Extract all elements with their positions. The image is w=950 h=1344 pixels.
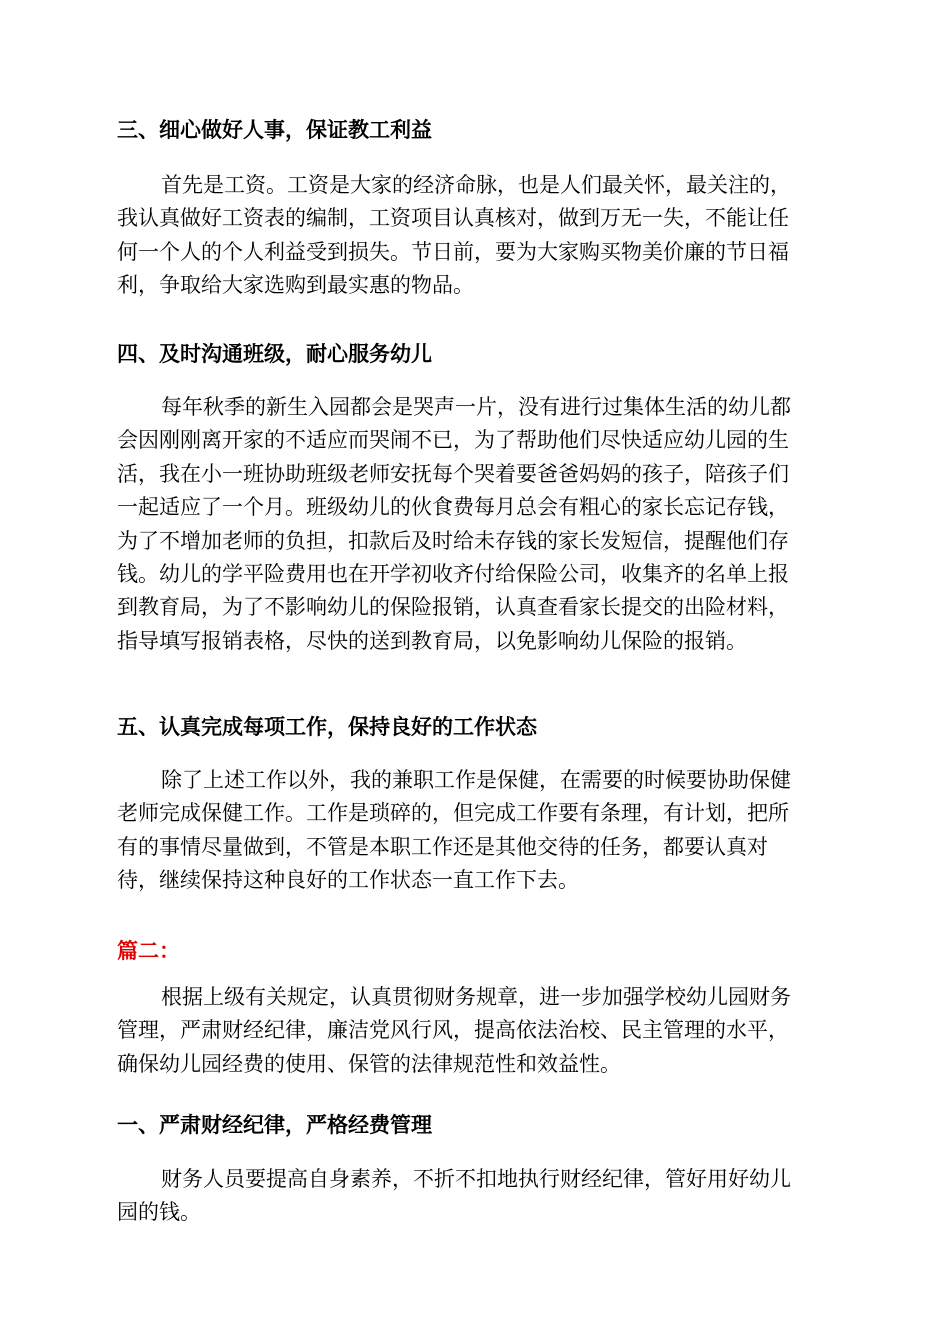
paragraph-line: 一起适应了一个月。班级幼儿的伙食费每月总会有粗心的家长忘记存钱，: [117, 495, 789, 520]
paragraph-line: 老师完成保健工作。工作是琐碎的，但完成工作要有条理，有计划，把所: [117, 801, 789, 826]
paragraph-line: 财务人员要提高自身素养，不折不扣地执行财经纪律，管好用好幼儿: [161, 1167, 791, 1191]
paragraph-line: 钱。幼儿的学平险费用也在开学初收齐付给保险公司，收集齐的名单上报: [117, 562, 789, 587]
section-heading-5: 五、认真完成每项工作，保持良好的工作状态: [117, 715, 537, 739]
paragraph-line: 会因刚刚离开家的不适应而哭闹不已，为了帮助他们尽快适应幼儿园的生: [117, 428, 789, 453]
paragraph-line: 每年秋季的新生入园都会是哭声一片，没有进行过集体生活的幼儿都: [161, 395, 791, 419]
paragraph-line: 管理，严肃财经纪律，廉洁党风行风，提高依法治校、民主管理的水平，: [117, 1018, 789, 1043]
paragraph-line: 指导填写报销表格，尽快的送到教育局，以免影响幼儿保险的报销。: [117, 628, 747, 653]
section-heading-3: 三、细心做好人事，保证教工利益: [117, 118, 432, 142]
section-heading-1: 一、严肃财经纪律，严格经费管理: [117, 1113, 432, 1137]
paragraph-salary: [117, 169, 835, 303]
paragraph-work-status: [117, 764, 835, 898]
paragraph-line: 何一个人的个人利益受到损失。节日前，要为大家购买物美价廉的节日福: [117, 239, 789, 264]
paragraph-finance-intro: [117, 981, 835, 1081]
paragraph-children-service: [117, 391, 835, 658]
paragraph-line: 到教育局，为了不影响幼儿的保险报销，认真查看家长提交的出险材料，: [117, 595, 789, 620]
section-heading-4: 四、及时沟通班级，耐心服务幼儿: [117, 342, 432, 366]
paragraph-line: 确保幼儿园经费的使用、保管的法律规范性和效益性。: [117, 1051, 621, 1076]
paragraph-line: 根据上级有关规定，认真贯彻财务规章，进一步加强学校幼儿园财务: [161, 985, 791, 1009]
paragraph-line: 活，我在小一班协助班级老师安抚每个哭着要爸爸妈妈的孩子，陪孩子们: [117, 461, 789, 486]
paragraph-finance-discipline: [117, 1163, 835, 1230]
paragraph-line: 首先是工资。工资是大家的经济命脉，也是人们最关怀，最关注的，: [161, 173, 791, 197]
paragraph-line: 为了不增加老师的负担，扣款后及时给未存钱的家长发短信，提醒他们存: [117, 528, 789, 553]
paragraph-line: 园的钱。: [117, 1200, 201, 1225]
paragraph-line: 我认真做好工资表的编制，工资项目认真核对，做到万无一失，不能让任: [117, 206, 789, 231]
paragraph-line: 有的事情尽量做到，不管是本职工作还是其他交待的任务，都要认真对: [117, 834, 768, 859]
paragraph-line: 利，争取给大家选购到最实惠的物品。: [117, 273, 474, 298]
part-two-heading: 篇二：: [117, 939, 180, 963]
paragraph-line: 除了上述工作以外，我的兼职工作是保健，在需要的时候要协助保健: [161, 768, 791, 792]
paragraph-line: 待，继续保持这种良好的工作状态一直工作下去。: [117, 868, 579, 893]
